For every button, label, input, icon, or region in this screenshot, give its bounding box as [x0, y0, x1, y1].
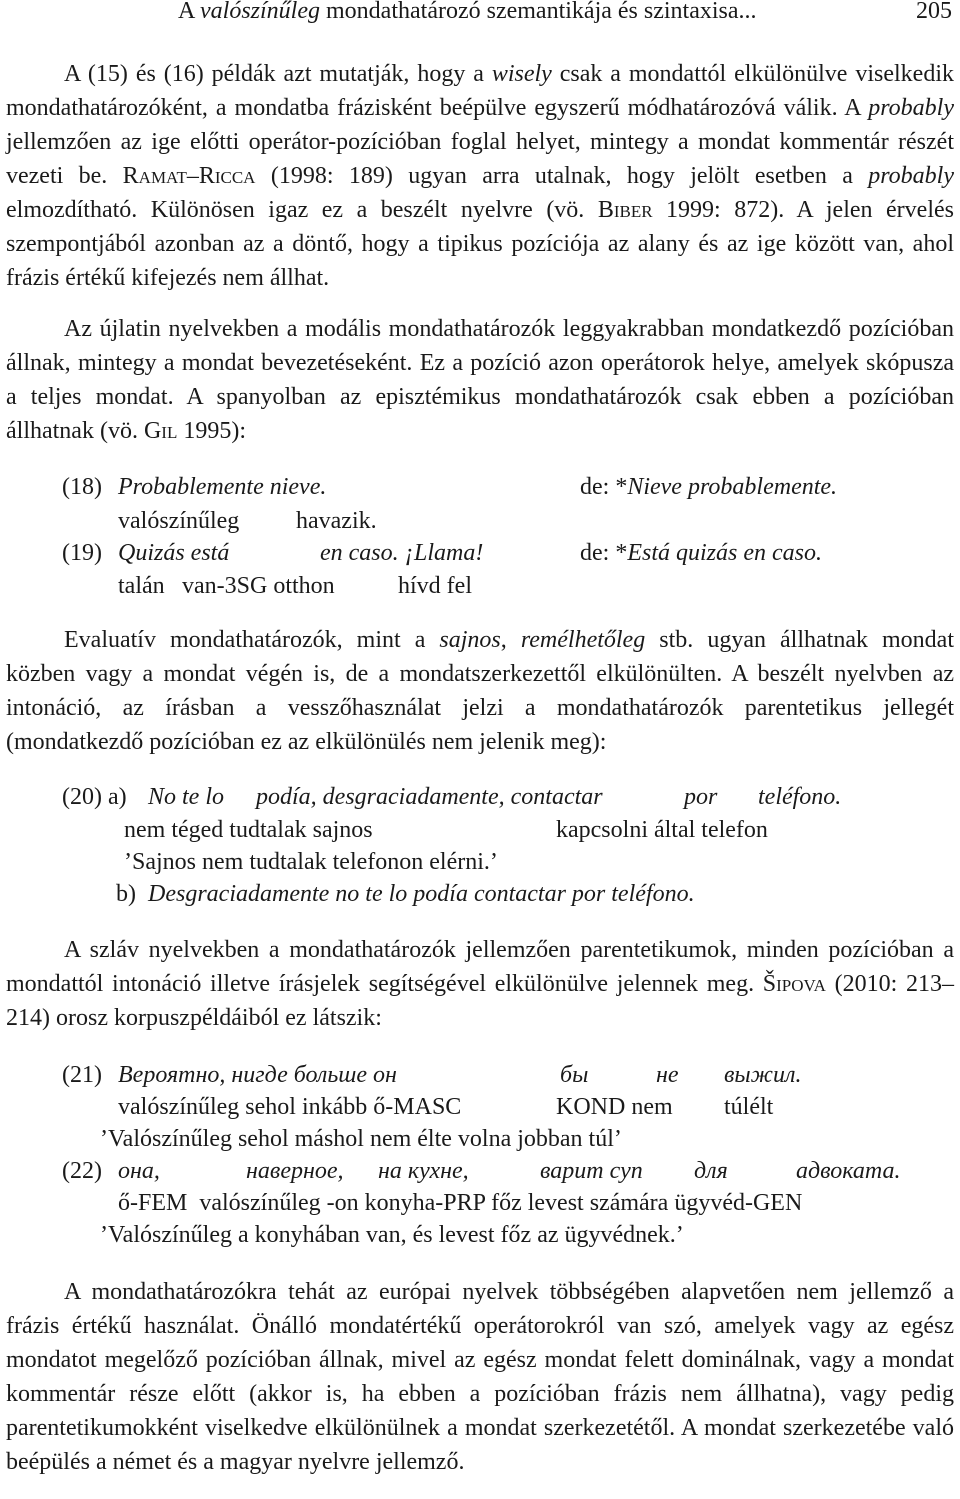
ex19-contrast-prefix: de: *: [580, 540, 628, 566]
ex21-gloss-3: túlélt: [724, 1094, 774, 1120]
p1-text-1: A (15) és (16) példák azt mutatják, hogy a: [64, 61, 492, 87]
ex20-number: (20) a): [62, 784, 127, 810]
ex21-word-4: выжил.: [724, 1062, 802, 1088]
ex20-a-word-2: podía, desgraciadamente, contactar: [256, 784, 603, 810]
p3-italic-sajnos: sajnos: [439, 627, 501, 653]
paragraph-2: [6, 312, 954, 448]
p4-text-1: A szláv nyelvekben a mondathatározók jellemzően parentetikumok, minden pozícióban a mondattól intonáció illetve írásjelek segítségével elkülönülve jelennek meg.: [6, 937, 954, 997]
p1-text-5: elmozdítható. Különösen igaz ez a beszélt nyelvre (vö.: [6, 197, 598, 223]
running-head: [0, 0, 960, 28]
ex20-b-label: b): [116, 881, 136, 907]
ex18-contrast-prefix: de: *: [580, 474, 628, 500]
ex20-b-sentence: Desgraciadamente no te lo podía contactar por teléfono.: [148, 881, 695, 907]
ex20-gloss-1: nem téged tudtalak sajnos: [124, 817, 373, 843]
ex22-number: (22): [62, 1158, 102, 1184]
paragraph-3: [6, 623, 954, 759]
ex19-gloss-1: talán: [118, 573, 165, 599]
ex19-number: (19): [62, 540, 102, 566]
ex22-word-3: на кухне,: [378, 1158, 469, 1184]
p2-author-gil: Gil: [143, 418, 178, 444]
p1-text-2: csak a mondattól elkülönülve viselkedik mondathatározóként, a mondatba frázisként beépülve egyszerű módhatározóvá válik. A: [6, 61, 955, 121]
ex21-gloss-2: KOND nem: [556, 1094, 673, 1120]
ex21-number: (21): [62, 1062, 102, 1088]
p1-italic-wisely: wisely: [491, 61, 552, 87]
p5-text-1: A mondathatározókra tehát az európai nyelvek többségében alapvetően nem jellemző a frázis értékű használat. Önálló mondatértékű operátorokról van szó, amelyek vagy az egész mondatot megelőző pozícióban állnak, mivel az egész mondat felett dominálnak, vagy a mondat kommentár része előtt (akkor is, ha ebben a pozícióban frázis nem állhatna), vagy pedig parentetikumokként viselkedve elkülönülnek a mondat szerkezetétől. A mondat szerkezetébe való beépülés a német és a magyar nyelvre jellemző.: [6, 1279, 954, 1475]
running-title: [178, 0, 757, 28]
p3-text-2: ,: [500, 627, 521, 653]
ex18-contrast: [580, 470, 837, 504]
p1-text-4: (1998: 189) ugyan arra utalnak, hogy jelölt esetben a: [255, 163, 869, 189]
ex19-gloss-2: van-3SG otthon: [182, 573, 335, 599]
ex18-gloss-1: valószínűleg: [118, 508, 240, 534]
ex22-gloss: ő-FEM valószínűleg -on konyha-PRP főz levest számára ügyvéd-GEN: [118, 1190, 803, 1216]
ex19-contrast-sentence: Está quizás en caso.: [627, 540, 822, 566]
ex22-word-4: варит суп: [540, 1158, 643, 1184]
ex21-word-1: Вероятно, нигде больше он: [118, 1062, 397, 1088]
ex20-a-word-4: teléfono.: [758, 784, 842, 810]
ex21-translation: ’Valószínűleg sehol máshol nem élte volna jobban túl’: [100, 1126, 622, 1152]
p1-author-ramat-ricca: Ramat–Ricca: [122, 163, 256, 189]
ex22-word-6: адвоката.: [796, 1158, 901, 1184]
page-number: 205: [916, 0, 952, 24]
p4-text-2: (2010: 213–214) orosz korpuszpéldáiból ez látszik:: [6, 971, 954, 1031]
ex20-a-word-1: No te lo: [148, 784, 224, 810]
p3-text-3: stb. ugyan állhatnak mondat közben vagy a mondat végén is, de a mondatszerkezettől elkülönülten. A beszélt nyelvben az intonáció, az írásban a vesszőhasználat jelzi a mondathatározók parentetikus jellegét (mondatkezdő pozícióban ez az elkülönülés nem jelenik meg):: [6, 627, 955, 755]
paragraph-1: [6, 57, 954, 295]
ex22-word-5: для: [694, 1158, 728, 1184]
ex18-contrast-sentence: Nieve probablemente.: [627, 474, 838, 500]
ex20-translation: ’Sajnos nem tudtalak telefonon elérni.’: [124, 849, 498, 875]
ex22-word-2: наверное,: [246, 1158, 344, 1184]
ex22-word-1: она,: [118, 1158, 160, 1184]
p3-italic-remelhetoleg: remélhetőleg: [520, 627, 646, 653]
p3-text-1: Evaluatív mondathatározók, mint a: [64, 627, 440, 653]
ex19-gloss-3: hívd fel: [398, 573, 472, 599]
ex18-gloss-2: havazik.: [296, 508, 377, 534]
paragraph-4: [6, 933, 954, 1035]
p4-author-sipova: Šipova: [762, 971, 826, 997]
ex21-gloss-1: valószínűleg sehol inkább ő-MASC: [118, 1094, 462, 1120]
p1-author-biber: Biber: [597, 197, 653, 223]
running-title-prefix: A: [178, 0, 201, 24]
ex19-contrast: [580, 536, 822, 570]
ex19-word-2: en caso. ¡Llama!: [320, 540, 484, 566]
ex21-word-3: не: [656, 1062, 679, 1088]
ex18-number: (18): [62, 474, 102, 500]
paragraph-5: [6, 1275, 954, 1479]
p1-italic-probably: probably: [868, 95, 954, 121]
running-title-rest: mondathatározó szemantikája és szintaxisa...: [320, 0, 757, 24]
p1-italic-probably-2: probably: [868, 163, 954, 189]
ex22-translation: ’Valószínűleg a konyhában van, és levest főz az ügyvédnek.’: [100, 1222, 684, 1248]
p2-text-2: 1995):: [177, 418, 247, 444]
p1-text-3: jellemzően az ige előtti operátor-pozícióban foglal helyet, mintegy a mondat kommentár részét vezeti be.: [6, 129, 954, 189]
ex21-word-2: бы: [560, 1062, 589, 1088]
ex18-sentence: Probablemente nieve.: [118, 474, 327, 500]
p1-text-6: 1999: 872). A jelen érvelés szempontjából azonban az a döntő, hogy a tipikus pozíciója az alany és az ige között van, ahol frázis értékű kifejezés nem állhat.: [6, 197, 954, 291]
ex20-a-word-3: por: [684, 784, 718, 810]
ex20-gloss-2: kapcsolni által telefon: [556, 817, 768, 843]
ex19-word-1: Quizás está: [118, 540, 230, 566]
running-title-italic: valószínűleg: [200, 0, 321, 24]
p2-text-1: Az újlatin nyelvekben a modális mondathatározók leggyakrabban mondatkezdő pozícióban állnak, mintegy a mondat bevezetéseként. Ez a pozíció azon operátorok helye, amelyek skópusza a teljes mondat. A spanyolban az episztémikus mondathatározók csak ebben a pozícióban állhatnak (vö.: [6, 316, 954, 444]
